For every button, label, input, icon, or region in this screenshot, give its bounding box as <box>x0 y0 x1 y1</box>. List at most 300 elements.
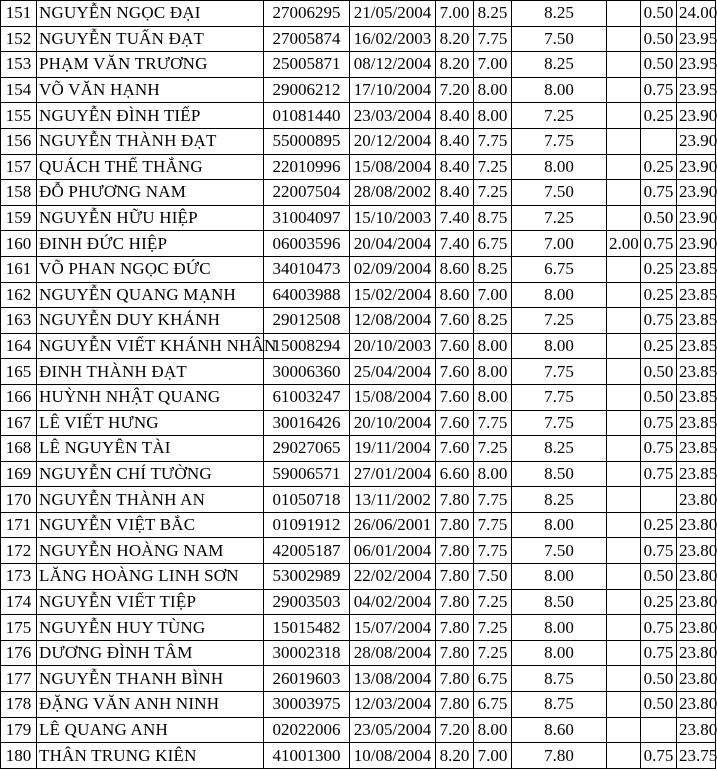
date-of-birth: 06/01/2004 <box>350 538 436 564</box>
date-of-birth: 16/02/2003 <box>350 26 436 52</box>
total-score: 23.85 <box>677 333 716 359</box>
priority-points: 0.50 <box>641 564 677 590</box>
priority-points: 0.75 <box>641 615 677 641</box>
subject-1-score: 7.60 <box>436 410 474 436</box>
priority-points: 0.25 <box>641 103 677 129</box>
subject-3-score: 8.75 <box>512 666 607 692</box>
bonus-points <box>607 77 641 103</box>
total-score: 23.95 <box>677 52 716 78</box>
subject-2-score: 8.00 <box>474 384 512 410</box>
student-name: QUÁCH THẾ THẮNG <box>37 154 264 180</box>
priority-points: 0.50 <box>641 666 677 692</box>
candidate-id: 30002318 <box>264 640 350 666</box>
bonus-points <box>607 359 641 385</box>
subject-1-score: 7.60 <box>436 333 474 359</box>
row-number: 151 <box>1 1 37 27</box>
table-row <box>1 231 716 257</box>
candidate-id: 29012508 <box>264 308 350 334</box>
priority-points: 0.75 <box>641 436 677 462</box>
subject-1-score: 8.40 <box>436 180 474 206</box>
row-number: 163 <box>1 308 37 334</box>
subject-3-score: 7.25 <box>512 308 607 334</box>
row-number: 152 <box>1 26 37 52</box>
bonus-points <box>607 1 641 27</box>
candidate-id: 64003988 <box>264 282 350 308</box>
total-score: 23.90 <box>677 205 716 231</box>
subject-2-score: 7.25 <box>474 436 512 462</box>
subject-1-score: 8.40 <box>436 128 474 154</box>
date-of-birth: 15/07/2004 <box>350 615 436 641</box>
row-number: 180 <box>1 743 37 769</box>
subject-2-score: 6.75 <box>474 666 512 692</box>
table-row <box>1 640 716 666</box>
subject-1-score: 8.40 <box>436 154 474 180</box>
candidate-id: 31004097 <box>264 205 350 231</box>
priority-points: 0.75 <box>641 538 677 564</box>
row-number: 171 <box>1 512 37 538</box>
subject-3-score: 8.50 <box>512 461 607 487</box>
table-row <box>1 52 716 78</box>
subject-3-score: 7.80 <box>512 743 607 769</box>
row-number: 178 <box>1 692 37 718</box>
total-score: 23.80 <box>677 666 716 692</box>
total-score: 23.85 <box>677 282 716 308</box>
candidate-id: 01081440 <box>264 103 350 129</box>
candidate-id: 30003975 <box>264 692 350 718</box>
student-name: NGUYỄN HUY TÙNG <box>37 615 264 641</box>
row-number: 153 <box>1 52 37 78</box>
subject-1-score: 7.00 <box>436 1 474 27</box>
bonus-points: 2.00 <box>607 231 641 257</box>
table-row <box>1 26 716 52</box>
table-row <box>1 359 716 385</box>
subject-2-score: 6.75 <box>474 692 512 718</box>
table-row <box>1 103 716 129</box>
row-number: 166 <box>1 384 37 410</box>
table-row <box>1 487 716 513</box>
subject-1-score: 7.80 <box>436 512 474 538</box>
subject-2-score: 7.25 <box>474 615 512 641</box>
subject-1-score: 7.40 <box>436 231 474 257</box>
row-number: 170 <box>1 487 37 513</box>
priority-points: 0.75 <box>641 231 677 257</box>
total-score: 23.90 <box>677 180 716 206</box>
student-name: LÊ QUANG ANH <box>37 717 264 743</box>
subject-2-score: 8.75 <box>474 205 512 231</box>
bonus-points <box>607 103 641 129</box>
date-of-birth: 12/03/2004 <box>350 692 436 718</box>
priority-points: 0.25 <box>641 282 677 308</box>
candidate-id: 59006571 <box>264 461 350 487</box>
bonus-points <box>607 282 641 308</box>
total-score: 23.80 <box>677 487 716 513</box>
candidate-id: 22010996 <box>264 154 350 180</box>
subject-2-score: 8.00 <box>474 717 512 743</box>
subject-3-score: 8.00 <box>512 77 607 103</box>
subject-3-score: 8.00 <box>512 282 607 308</box>
subject-2-score: 7.75 <box>474 128 512 154</box>
subject-3-score: 7.50 <box>512 538 607 564</box>
total-score: 23.95 <box>677 77 716 103</box>
bonus-points <box>607 180 641 206</box>
subject-2-score: 7.25 <box>474 589 512 615</box>
subject-2-score: 7.00 <box>474 282 512 308</box>
bonus-points <box>607 384 641 410</box>
total-score: 23.80 <box>677 615 716 641</box>
subject-2-score: 8.25 <box>474 256 512 282</box>
subject-1-score: 8.60 <box>436 256 474 282</box>
total-score: 23.85 <box>677 308 716 334</box>
date-of-birth: 19/11/2004 <box>350 436 436 462</box>
subject-2-score: 7.00 <box>474 52 512 78</box>
bonus-points <box>607 743 641 769</box>
row-number: 154 <box>1 77 37 103</box>
candidate-id: 02022006 <box>264 717 350 743</box>
subject-3-score: 7.75 <box>512 384 607 410</box>
bonus-points <box>607 640 641 666</box>
student-name: VÕ VĂN HẠNH <box>37 77 264 103</box>
table-row <box>1 77 716 103</box>
total-score: 23.80 <box>677 692 716 718</box>
priority-points: 0.25 <box>641 256 677 282</box>
priority-points: 0.75 <box>641 308 677 334</box>
bonus-points <box>607 589 641 615</box>
student-name: NGUYỄN CHÍ TƯỜNG <box>37 461 264 487</box>
date-of-birth: 13/08/2004 <box>350 666 436 692</box>
table-row <box>1 333 716 359</box>
total-score: 23.85 <box>677 436 716 462</box>
subject-1-score: 7.60 <box>436 359 474 385</box>
candidate-id: 01091912 <box>264 512 350 538</box>
row-number: 158 <box>1 180 37 206</box>
date-of-birth: 04/02/2004 <box>350 589 436 615</box>
subject-3-score: 8.00 <box>512 564 607 590</box>
date-of-birth: 23/05/2004 <box>350 717 436 743</box>
priority-points: 0.50 <box>641 205 677 231</box>
student-name: ĐẶNG VĂN ANH NINH <box>37 692 264 718</box>
student-name: LÊ NGUYÊN TÀI <box>37 436 264 462</box>
table-row <box>1 564 716 590</box>
date-of-birth: 13/11/2002 <box>350 487 436 513</box>
subject-2-score: 7.75 <box>474 26 512 52</box>
row-number: 157 <box>1 154 37 180</box>
table-row <box>1 512 716 538</box>
table-row <box>1 666 716 692</box>
bonus-points <box>607 308 641 334</box>
subject-3-score: 8.60 <box>512 717 607 743</box>
subject-2-score: 7.75 <box>474 410 512 436</box>
subject-2-score: 7.25 <box>474 154 512 180</box>
candidate-id: 41001300 <box>264 743 350 769</box>
subject-2-score: 7.75 <box>474 538 512 564</box>
date-of-birth: 15/08/2004 <box>350 154 436 180</box>
total-score: 23.75 <box>677 743 716 769</box>
row-number: 172 <box>1 538 37 564</box>
candidate-id: 22007504 <box>264 180 350 206</box>
table-body <box>1 1 716 769</box>
bonus-points <box>607 26 641 52</box>
total-score: 23.80 <box>677 589 716 615</box>
total-score: 23.95 <box>677 26 716 52</box>
subject-2-score: 8.00 <box>474 103 512 129</box>
student-name: NGUYỄN VIẾT KHÁNH NHÂN <box>37 333 264 359</box>
row-number: 169 <box>1 461 37 487</box>
subject-1-score: 7.80 <box>436 564 474 590</box>
table-row <box>1 461 716 487</box>
bonus-points <box>607 512 641 538</box>
candidate-id: 06003596 <box>264 231 350 257</box>
table-row <box>1 128 716 154</box>
priority-points: 0.75 <box>641 743 677 769</box>
subject-1-score: 7.80 <box>436 640 474 666</box>
subject-2-score: 8.25 <box>474 1 512 27</box>
priority-points: 0.50 <box>641 359 677 385</box>
student-name: NGUYỄN TUẤN ĐẠT <box>37 26 264 52</box>
row-number: 156 <box>1 128 37 154</box>
total-score: 23.80 <box>677 640 716 666</box>
student-name: NGUYỄN DUY KHÁNH <box>37 308 264 334</box>
priority-points <box>641 717 677 743</box>
table-row <box>1 154 716 180</box>
candidate-id: 27006295 <box>264 1 350 27</box>
subject-1-score: 7.80 <box>436 666 474 692</box>
priority-points: 0.75 <box>641 640 677 666</box>
total-score: 23.90 <box>677 154 716 180</box>
student-name: ĐỖ PHƯƠNG NAM <box>37 180 264 206</box>
subject-1-score: 8.40 <box>436 103 474 129</box>
bonus-points <box>607 564 641 590</box>
row-number: 159 <box>1 205 37 231</box>
priority-points: 0.75 <box>641 77 677 103</box>
row-number: 168 <box>1 436 37 462</box>
candidate-id: 26019603 <box>264 666 350 692</box>
date-of-birth: 26/06/2001 <box>350 512 436 538</box>
priority-points: 0.50 <box>641 26 677 52</box>
subject-3-score: 6.75 <box>512 256 607 282</box>
date-of-birth: 02/09/2004 <box>350 256 436 282</box>
subject-1-score: 7.80 <box>436 692 474 718</box>
candidate-id: 30016426 <box>264 410 350 436</box>
date-of-birth: 20/12/2004 <box>350 128 436 154</box>
total-score: 23.85 <box>677 256 716 282</box>
subject-1-score: 7.80 <box>436 589 474 615</box>
subject-3-score: 7.75 <box>512 128 607 154</box>
priority-points: 0.25 <box>641 512 677 538</box>
subject-3-score: 8.00 <box>512 154 607 180</box>
subject-3-score: 7.00 <box>512 231 607 257</box>
subject-3-score: 7.25 <box>512 103 607 129</box>
priority-points <box>641 487 677 513</box>
student-name: NGUYỄN HỮU HIỆP <box>37 205 264 231</box>
subject-3-score: 8.25 <box>512 487 607 513</box>
subject-3-score: 8.75 <box>512 692 607 718</box>
table-row <box>1 384 716 410</box>
bonus-points <box>607 615 641 641</box>
total-score: 23.85 <box>677 461 716 487</box>
candidate-id: 29027065 <box>264 436 350 462</box>
bonus-points <box>607 487 641 513</box>
subject-1-score: 8.60 <box>436 282 474 308</box>
table-row <box>1 410 716 436</box>
student-name: PHẠM VĂN TRƯƠNG <box>37 52 264 78</box>
subject-2-score: 8.00 <box>474 461 512 487</box>
row-number: 179 <box>1 717 37 743</box>
date-of-birth: 23/03/2004 <box>350 103 436 129</box>
table-row <box>1 180 716 206</box>
subject-3-score: 8.00 <box>512 333 607 359</box>
candidate-id: 42005187 <box>264 538 350 564</box>
table-row <box>1 205 716 231</box>
subject-2-score: 7.50 <box>474 564 512 590</box>
priority-points: 0.25 <box>641 154 677 180</box>
table-row <box>1 743 716 769</box>
subject-2-score: 8.25 <box>474 308 512 334</box>
bonus-points <box>607 461 641 487</box>
priority-points: 0.50 <box>641 384 677 410</box>
priority-points <box>641 128 677 154</box>
table-row <box>1 256 716 282</box>
priority-points: 0.25 <box>641 333 677 359</box>
subject-1-score: 7.60 <box>436 384 474 410</box>
candidate-id: 30006360 <box>264 359 350 385</box>
row-number: 176 <box>1 640 37 666</box>
date-of-birth: 22/02/2004 <box>350 564 436 590</box>
subject-3-score: 8.50 <box>512 589 607 615</box>
bonus-points <box>607 52 641 78</box>
subject-1-score: 6.60 <box>436 461 474 487</box>
subject-3-score: 7.50 <box>512 180 607 206</box>
table-row <box>1 436 716 462</box>
subject-2-score: 8.00 <box>474 333 512 359</box>
subject-1-score: 7.20 <box>436 77 474 103</box>
bonus-points <box>607 538 641 564</box>
student-name: NGUYỄN HOÀNG NAM <box>37 538 264 564</box>
subject-1-score: 7.80 <box>436 615 474 641</box>
bonus-points <box>607 128 641 154</box>
table-row <box>1 692 716 718</box>
subject-1-score: 7.80 <box>436 487 474 513</box>
student-name: THÂN TRUNG KIÊN <box>37 743 264 769</box>
candidate-id: 61003247 <box>264 384 350 410</box>
subject-1-score: 8.20 <box>436 26 474 52</box>
bonus-points <box>607 436 641 462</box>
table-row <box>1 1 716 27</box>
total-score: 24.00 <box>677 1 716 27</box>
candidate-id: 15015482 <box>264 615 350 641</box>
table-row <box>1 717 716 743</box>
table-row <box>1 615 716 641</box>
subject-1-score: 7.60 <box>436 436 474 462</box>
candidate-id: 27005874 <box>264 26 350 52</box>
subject-3-score: 7.75 <box>512 359 607 385</box>
bonus-points <box>607 205 641 231</box>
bonus-points <box>607 256 641 282</box>
date-of-birth: 28/08/2002 <box>350 180 436 206</box>
subject-2-score: 8.00 <box>474 359 512 385</box>
subject-3-score: 8.25 <box>512 1 607 27</box>
table-row <box>1 308 716 334</box>
table-row <box>1 589 716 615</box>
subject-3-score: 7.25 <box>512 205 607 231</box>
date-of-birth: 20/10/2004 <box>350 410 436 436</box>
date-of-birth: 15/10/2003 <box>350 205 436 231</box>
candidate-id: 34010473 <box>264 256 350 282</box>
date-of-birth: 20/10/2003 <box>350 333 436 359</box>
candidate-id: 25005871 <box>264 52 350 78</box>
candidate-id: 55000895 <box>264 128 350 154</box>
date-of-birth: 15/02/2004 <box>350 282 436 308</box>
student-name: NGUYỄN VIẾT TIỆP <box>37 589 264 615</box>
subject-2-score: 6.75 <box>474 231 512 257</box>
subject-2-score: 7.25 <box>474 640 512 666</box>
candidate-id: 15008294 <box>264 333 350 359</box>
date-of-birth: 08/12/2004 <box>350 52 436 78</box>
student-name: NGUYỄN THANH BÌNH <box>37 666 264 692</box>
subject-3-score: 8.00 <box>512 512 607 538</box>
table-row <box>1 538 716 564</box>
row-number: 165 <box>1 359 37 385</box>
priority-points: 0.75 <box>641 461 677 487</box>
subject-1-score: 7.80 <box>436 538 474 564</box>
subject-2-score: 7.25 <box>474 180 512 206</box>
subject-1-score: 7.20 <box>436 717 474 743</box>
total-score: 23.85 <box>677 410 716 436</box>
priority-points: 0.50 <box>641 692 677 718</box>
student-name: ĐINH ĐỨC HIỆP <box>37 231 264 257</box>
total-score: 23.90 <box>677 231 716 257</box>
subject-1-score: 7.40 <box>436 205 474 231</box>
bonus-points <box>607 666 641 692</box>
date-of-birth: 17/10/2004 <box>350 77 436 103</box>
row-number: 175 <box>1 615 37 641</box>
row-number: 167 <box>1 410 37 436</box>
candidate-id: 01050718 <box>264 487 350 513</box>
student-name: NGUYỄN THÀNH ĐẠT <box>37 128 264 154</box>
subject-2-score: 8.00 <box>474 77 512 103</box>
row-number: 177 <box>1 666 37 692</box>
student-name: NGUYỄN THÀNH AN <box>37 487 264 513</box>
candidate-id: 29003503 <box>264 589 350 615</box>
student-name: NGUYỄN QUANG MẠNH <box>37 282 264 308</box>
bonus-points <box>607 410 641 436</box>
total-score: 23.80 <box>677 717 716 743</box>
date-of-birth: 10/08/2004 <box>350 743 436 769</box>
row-number: 160 <box>1 231 37 257</box>
total-score: 23.80 <box>677 538 716 564</box>
row-number: 173 <box>1 564 37 590</box>
candidate-id: 53002989 <box>264 564 350 590</box>
student-name: NGUYỄN NGỌC ĐẠI <box>37 1 264 27</box>
row-number: 161 <box>1 256 37 282</box>
subject-2-score: 7.75 <box>474 487 512 513</box>
priority-points: 0.50 <box>641 1 677 27</box>
row-number: 174 <box>1 589 37 615</box>
date-of-birth: 20/04/2004 <box>350 231 436 257</box>
total-score: 23.80 <box>677 564 716 590</box>
subject-3-score: 8.00 <box>512 640 607 666</box>
subject-1-score: 8.20 <box>436 743 474 769</box>
total-score: 23.85 <box>677 359 716 385</box>
bonus-points <box>607 154 641 180</box>
subject-3-score: 8.00 <box>512 615 607 641</box>
row-number: 164 <box>1 333 37 359</box>
date-of-birth: 21/05/2004 <box>350 1 436 27</box>
candidate-id: 29006212 <box>264 77 350 103</box>
date-of-birth: 12/08/2004 <box>350 308 436 334</box>
date-of-birth: 25/04/2004 <box>350 359 436 385</box>
total-score: 23.90 <box>677 103 716 129</box>
student-name: DƯƠNG ĐÌNH TÂM <box>37 640 264 666</box>
